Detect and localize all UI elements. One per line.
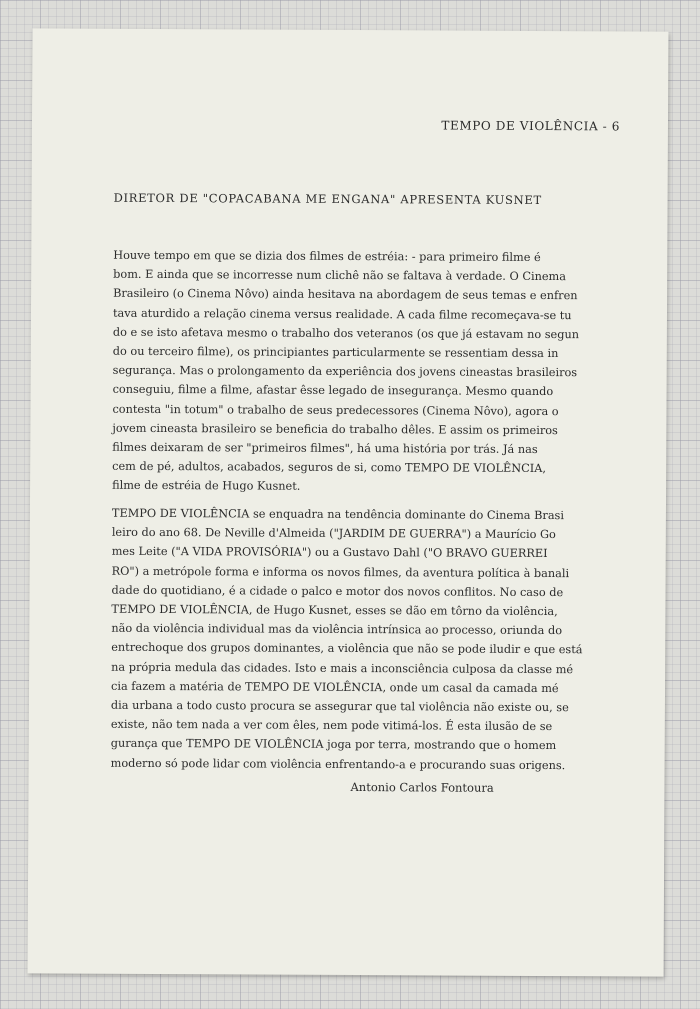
text-line: entrechoque dos grupos dominantes, a violência que não se pode iludir e que está	[111, 641, 583, 657]
text-line: gurança que TEMPO DE VIOLÊNCIA joga por terra, mostrando que o homem	[110, 737, 557, 753]
text-line: TEMPO DE VIOLÊNCIA se enquadra na tendência dominante do Cinema Brasi	[111, 506, 565, 523]
text-line: não da violência individual mas da violência intrínsica ao processo, oriunda do	[111, 621, 563, 638]
running-head: TEMPO DE VIOLÊNCIA - 6	[441, 118, 621, 134]
text-line: leiro do ano 68. De Neville d'Almeida ("JARDIM DE GUERRA") a Maurício Go	[111, 525, 556, 542]
article-heading: DIRETOR DE "COPACABANA ME ENGANA" APRESENTA KUSNET	[113, 190, 542, 208]
text-line: dade do quotidiano, é a cidade o palco e motor dos novos conflitos. No caso de	[111, 583, 564, 599]
text-line: Brasileiro (o Cinema Nôvo) ainda hesitava na abordagem de seus temas e enfren	[113, 287, 578, 303]
text-line: existe, não tem nada a ver com êles, nem pode vitimá-los. É esta ilusão de se	[110, 717, 553, 734]
text-line: na própria medula das cidades. Isto e mais a inconsciência culposa da classe mé	[111, 660, 574, 676]
text-line: RO") a metrópole forma e informa os novos filmes, da aventura política à banali	[111, 564, 570, 580]
paragraph-2	[111, 504, 618, 775]
text-line: jovem cineasta brasileiro se beneficia do trabalho dêles. E assim os primeiros	[112, 421, 558, 437]
text-line: cem de pé, adultos, acabados, seguros de si, como TEMPO DE VIOLÊNCIA,	[112, 459, 547, 476]
text-line: contesta "in totum" o trabalho de seus predecessores (Cinema Nôvo), agora o	[112, 402, 559, 418]
text-line: cia fazem a matéria de TEMPO DE VIOLÊNCIA, onde um casal da camada mé	[111, 679, 559, 695]
paragraph-1	[112, 246, 619, 498]
text-line: moderno só pode lidar com violência enfrentando-a e procurando suas origens.	[110, 756, 566, 772]
text-line: mes Leite ("A VIDA PROVISÓRIA") ou a Gustavo Dahl ("O BRAVO GUERREI	[111, 545, 548, 561]
text-line: conseguiu, filme a filme, afastar êsse legado de insegurança. Mesmo quando	[112, 383, 554, 399]
text-line: do ou terceiro filme), os principiantes particularmente se ressentiam dessa in	[112, 344, 559, 361]
text-line: filme de estréia de Hugo Kusnet.	[112, 479, 301, 494]
text-line: bom. E ainda que se incorresse num clichê não se faltava à verdade. O Cinema	[113, 267, 567, 284]
text-line: segurança. Mas o prolongamento da experiência dos jovens cineastas brasileiros	[112, 363, 578, 380]
text-line: tava aturdido a relação cinema versus realidade. A cada filme recomeçava-se tu	[112, 306, 572, 322]
text-line: TEMPO DE VIOLÊNCIA, de Hugo Kusnet, esses se dão em tôrno da violência,	[111, 602, 558, 619]
paper-sheet	[28, 28, 669, 976]
text-line: Houve tempo em que se dizia dos filmes de estréia: - para primeiro filme é	[113, 248, 541, 265]
text-line: filmes deixaram de ser "primeiros filmes", há uma história por trás. Já nas	[112, 440, 538, 457]
text-line: do e se isto afetava mesmo o trabalho dos veteranos (os que já estavam no segun	[112, 325, 580, 342]
author-signature: Antonio Carlos Fontoura	[350, 780, 494, 795]
text-line: dia urbana a todo custo procura se assegurar que tal violência não existe ou, se	[110, 698, 569, 715]
